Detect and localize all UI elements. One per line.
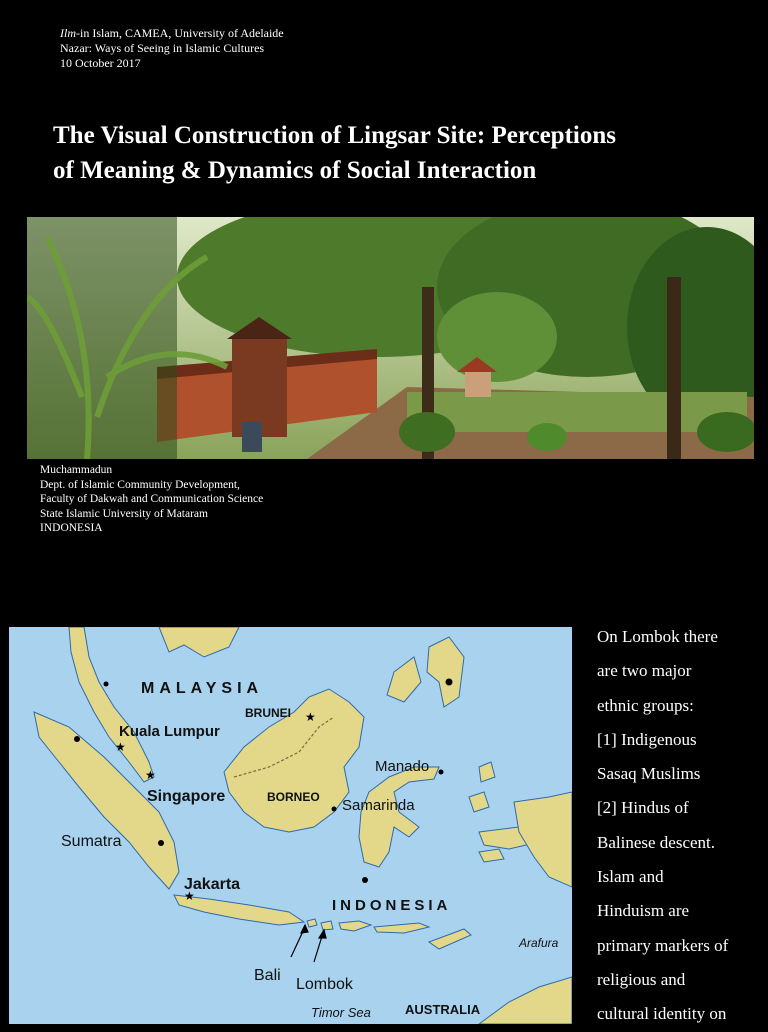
- side-line: [1] Indigenous: [597, 729, 697, 749]
- map-label-arafura: Arafura: [519, 936, 559, 950]
- side-line: cultural identity on: [597, 1004, 727, 1024]
- side-line: Sasaq Muslims: [597, 764, 701, 784]
- lingsar-site-photo: [27, 217, 754, 459]
- map-illustration: [9, 627, 572, 1024]
- map-label-borneo: BORNEO: [267, 790, 320, 804]
- author-university: State Islamic University of Mataram: [40, 507, 208, 520]
- page-title: [53, 118, 753, 188]
- lombok-island: [321, 921, 333, 930]
- side-line: religious and: [597, 969, 686, 989]
- map-label-malaysia: MALAYSIA: [141, 680, 264, 697]
- map-label-kuala-lumpur: Kuala Lumpur: [119, 723, 220, 740]
- event-info: [60, 26, 284, 71]
- side-line: primary markers of: [597, 935, 729, 955]
- kuala-lumpur-star: ★: [115, 740, 126, 754]
- side-line: Hinduism are: [597, 901, 690, 921]
- title-line-1: The Visual Construction of Lingsar Site: Perceptions: [53, 122, 616, 149]
- map-label-singapore: Singapore: [147, 788, 226, 805]
- side-line: are two major: [597, 661, 692, 681]
- side-line: ethnic groups:: [597, 695, 694, 715]
- event-line-2: Nazar: Ways of Seeing in Islamic Cultures: [60, 41, 265, 55]
- map-label-sumatra: Sumatra: [61, 833, 122, 850]
- map-label-australia: AUSTRALIA: [405, 1002, 481, 1017]
- author-dept: Dept. of Islamic Community Development,: [40, 478, 240, 491]
- side-text: [597, 620, 768, 1032]
- author-info: [40, 463, 263, 536]
- title-line-2: of Meaning & Dynamics of Social Interaction: [53, 157, 537, 184]
- side-line: On Lombok there: [597, 627, 718, 646]
- author-faculty: Faculty of Dakwah and Communication Science: [40, 493, 264, 505]
- map-label-timor-sea: Timor Sea: [311, 1005, 371, 1020]
- map-label-lombok: Lombok: [296, 976, 353, 993]
- side-line: Islam and: [597, 867, 664, 887]
- author-country: INDONESIA: [40, 522, 103, 534]
- brunei-star: ★: [305, 710, 316, 724]
- author-name: Muchammadun: [40, 464, 113, 476]
- map-label-brunei: BRUNEI: [245, 706, 292, 720]
- side-line: Balinese descent.: [597, 832, 716, 852]
- map-label-manado: Manado: [375, 758, 430, 775]
- photo-illustration: [27, 217, 754, 459]
- indonesia-map: [9, 627, 572, 1024]
- event-date: 10 October 2017: [60, 56, 141, 70]
- map-label-jakarta: Jakarta: [184, 876, 241, 893]
- map-label-indonesia: INDONESIA: [332, 897, 452, 914]
- map-label-samarinda: Samarinda: [342, 797, 415, 814]
- map-label-bali: Bali: [254, 967, 281, 984]
- side-line: [2] Hindus of: [597, 798, 689, 818]
- singapore-star: ★: [145, 768, 156, 782]
- east-islands: [479, 849, 504, 862]
- jakarta-star: ★: [184, 889, 195, 903]
- event-line-1: Ilm-in Islam, CAMEA, University of Adelaide: [60, 26, 284, 40]
- bali-island: [307, 919, 317, 927]
